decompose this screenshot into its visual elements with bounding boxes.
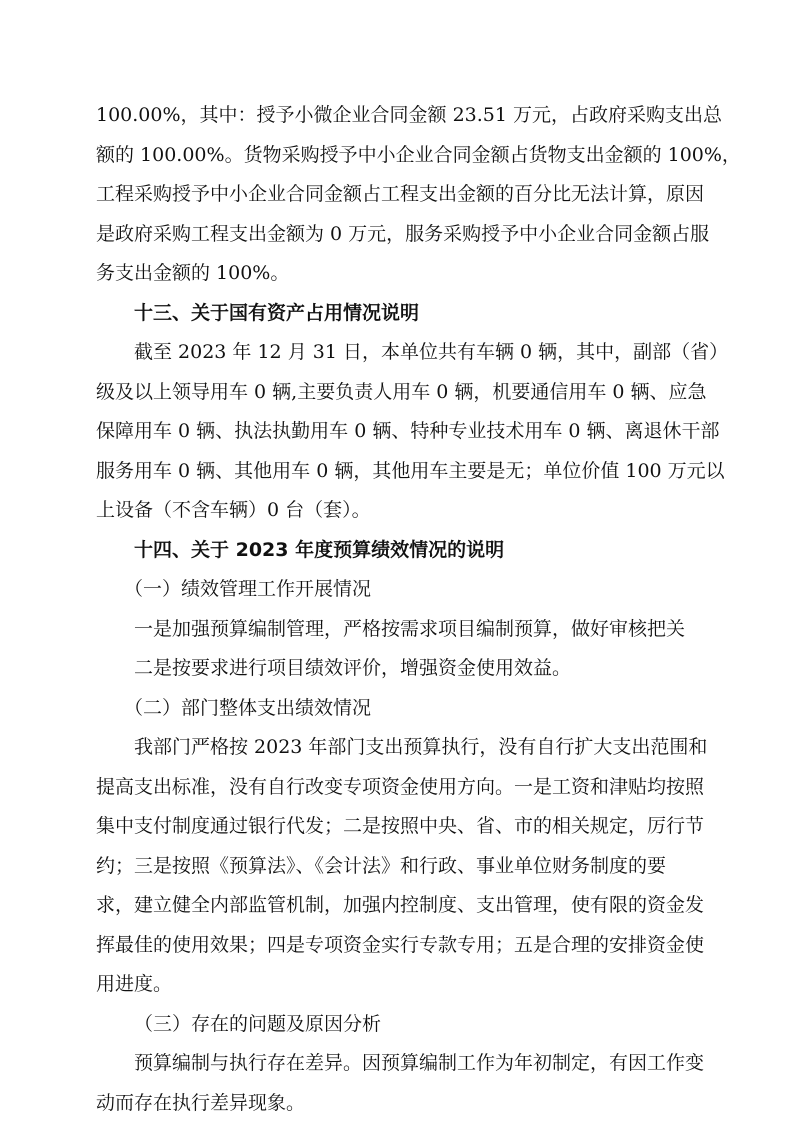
section-heading-14: 十四、关于 2023 年度预算绩效情况的说明 xyxy=(96,531,696,571)
text-line: 我部门严格按 2023 年部门支出预算执行，没有自行扩大支出范围和 xyxy=(96,728,696,768)
text-line: 保障用车 0 辆、执法执勤用车 0 辆、特种专业技术用车 0 辆、离退休干部 xyxy=(96,412,696,452)
text-line: 预算编制与执行存在差异。因预算编制工作为年初制定，有因工作变 xyxy=(96,1044,696,1084)
assets-paragraph xyxy=(96,333,696,531)
text-line: 用进度。 xyxy=(96,965,696,1005)
text-line: 提高支出标准，没有自行改变专项资金使用方向。一是工资和津贴均按照 xyxy=(96,768,696,808)
work-paragraph-2 xyxy=(96,649,696,689)
text-line: 动而存在执行差异现象。 xyxy=(96,1084,696,1123)
text-line: 级及以上领导用车 0 辆,主要负责人用车 0 辆，机要通信用车 0 辆、应急 xyxy=(96,373,696,413)
text-line: 截至 2023 年 12 月 31 日，本单位共有车辆 0 辆，其中，副部（省） xyxy=(96,333,696,373)
work-paragraph-1 xyxy=(96,610,696,650)
text-line: 额的 100.00%。货物采购授予中小企业合同金额占货物支出金额的 100%， xyxy=(96,136,696,176)
text-line: 约；三是按照《预算法》、《会计法》和行政、事业单位财务制度的要 xyxy=(96,847,696,887)
section-heading-13: 十三、关于国有资产占用情况说明 xyxy=(96,294,696,334)
text-line: 一是加强预算编制管理，严格按需求项目编制预算，做好审核把关 xyxy=(96,610,696,650)
text-line: 求，建立健全内部监管机制，加强内控制度、支出管理，使有限的资金发 xyxy=(96,886,696,926)
subheading-overall-expenditure: （二）部门整体支出绩效情况 xyxy=(96,689,696,729)
problems-paragraph xyxy=(96,1044,696,1123)
text-line: 100.00%，其中：授予小微企业合同金额 23.51 万元，占政府采购支出总 xyxy=(96,96,696,136)
procurement-paragraph xyxy=(96,96,696,294)
text-line: 二是按要求进行项目绩效评价，增强资金使用效益。 xyxy=(96,649,696,689)
subheading-problems-analysis: （三）存在的问题及原因分析 xyxy=(96,1005,696,1045)
text-line: 服务用车 0 辆、其他用车 0 辆，其他用车主要是无；单位价值 100 万元以 xyxy=(96,452,696,492)
overall-paragraph xyxy=(96,728,696,1005)
text-line: 上设备（不含车辆）0 台（套）。 xyxy=(96,491,696,531)
text-line: 集中支付制度通过银行代发；二是按照中央、省、市的相关规定，厉行节 xyxy=(96,807,696,847)
text-line: 工程采购授予中小企业合同金额占工程支出金额的百分比无法计算，原因 xyxy=(96,175,696,215)
text-line: 是政府采购工程支出金额为 0 万元，服务采购授予中小企业合同金额占服 xyxy=(96,215,696,255)
text-line: 务支出金额的 100%。 xyxy=(96,254,696,294)
document-body xyxy=(96,96,696,1123)
text-line: 挥最佳的使用效果；四是专项资金实行专款专用；五是合理的安排资金使 xyxy=(96,926,696,966)
subheading-performance-management: （一）绩效管理工作开展情况 xyxy=(96,570,696,610)
